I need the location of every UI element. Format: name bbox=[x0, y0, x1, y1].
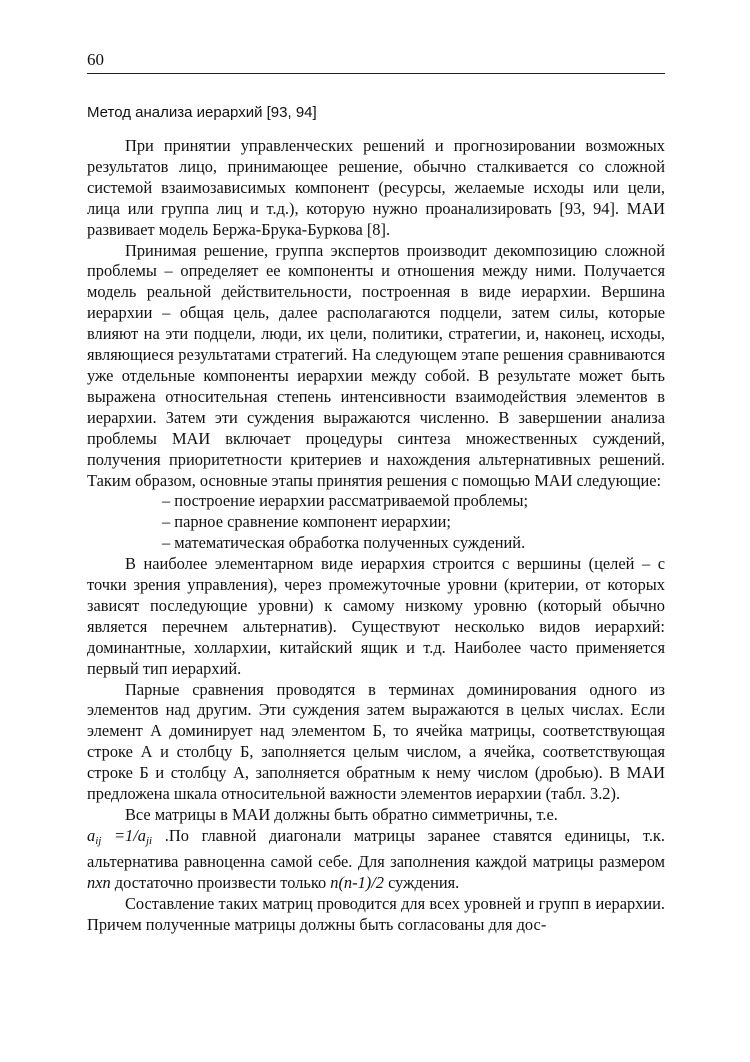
list-item: – построение иерархии рассматриваемой проблемы; bbox=[162, 491, 529, 511]
list-item: – математическая обработка полученных суждений. bbox=[162, 533, 526, 553]
paragraph: В наиболее элементарном виде иерархия строится с вершины (целей – с точки зрения управления), через промежуточные уровни (критерии, от которых зависят последующие уровни) к самому низкому уровню (который обычно является перечнем альтернатив). Существуют несколько видов иерархий: доминантные, холлархии, китайский ящик и т.д. Наиболее часто применяется первый тип иерархий. bbox=[87, 554, 665, 678]
formula-eq: =1/a bbox=[101, 825, 146, 845]
header-rule bbox=[87, 73, 665, 74]
list-item: – парное сравнение компонент иерархии; bbox=[162, 512, 451, 532]
text-span: Все матрицы в МАИ должны быть обратно симметричны, т.е. bbox=[125, 805, 558, 824]
formula-nxn: nxn bbox=[87, 872, 111, 892]
paragraph: Составление таких матриц проводится для всех уровней и групп в иерархии. Причем полученные матрицы должны быть согласованы для дос- bbox=[87, 893, 665, 934]
page-number: 60 bbox=[87, 50, 104, 69]
paragraph: При принятии управленческих решений и прогнозировании возможных результатов лицо, принимающее решение, обычно сталкивается со сложной системой взаимозависимых компонент (ресурсы, желаемые исходы или цели, лица или группа лиц и т.д.), которую нужно проанализировать [93, 94]. МАИ развивает модель Бержа-Брука-Буркова [8]. bbox=[87, 136, 665, 239]
formula-subscript: ji bbox=[146, 834, 153, 847]
body-text bbox=[87, 136, 665, 935]
formula-a: a bbox=[87, 825, 96, 845]
formula-subscript: ij bbox=[95, 834, 102, 847]
text-span: достаточно произвести только bbox=[110, 872, 331, 892]
paragraph-formula bbox=[87, 805, 665, 894]
stages-list bbox=[87, 491, 665, 554]
section-heading: Метод анализа иерархий [93, 94] bbox=[87, 104, 317, 121]
paragraph: Парные сравнения проводятся в терминах доминирования одного из элементов над другим. Эти суждения затем выражаются в целых числах. Если элемент А доминирует над элементом Б, то ячейка матрицы, соответствующая строке А и столбцу Б, заполняется целым числом, а ячейка, соответствующая строке Б и столбцу А, заполняется обратным к нему числом (дробью). В МАИ предложена шкала относительной важности элементов иерархии (табл. 3.2). bbox=[87, 679, 665, 804]
text-span: .По главной диагонали матрицы заранее ставятся единицы, т.к. альтернатива равноценна самой себе. Для заполнения каждой матрицы размером bbox=[87, 825, 665, 871]
paragraph: Принимая решение, группа экспертов производит декомпозицию сложной проблемы – определяет ее компоненты и отношения между ними. Получается модель реальной действительности, построенная в виде иерархии. Вершина иерархии – общая цель, далее располагаются подцели, затем силы, которые влияют на эти подцели, люди, их цели, политики, стратегии, и, наконец, исходы, являющиеся результатами стратегий. На следующем этапе решения сравниваются уже отдельные компоненты иерархии между собой. В результате может быть выражена относительная степень интенсивности взаимодействия элементов в иерархии. Затем эти суждения выражаются численно. В завершении анализа проблемы МАИ включает процедуры синтеза множественных суждений, получения приоритетности критериев и нахождения альтернативных решений. Таким образом, основные этапы принятия решения с помощью МАИ следующие: bbox=[87, 240, 665, 490]
text-span: суждения. bbox=[384, 872, 460, 892]
formula-count: n(n-1)/2 bbox=[330, 872, 384, 892]
